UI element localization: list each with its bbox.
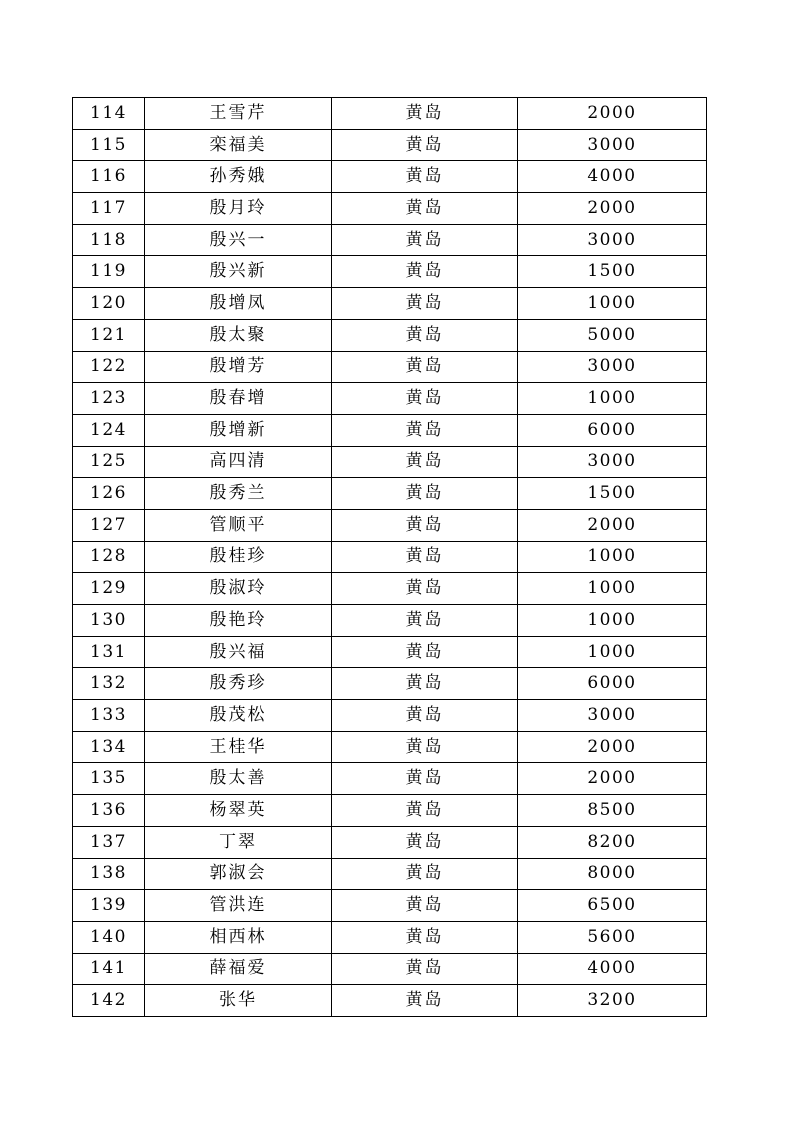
document-page bbox=[72, 97, 706, 1017]
table-row bbox=[73, 890, 707, 922]
amount-cell: 8200 bbox=[518, 826, 707, 858]
area-cell: 黄岛 bbox=[332, 414, 518, 446]
amount-cell: 8500 bbox=[518, 795, 707, 827]
table-row bbox=[73, 636, 707, 668]
area-cell: 黄岛 bbox=[332, 383, 518, 415]
name-cell: 栾福美 bbox=[145, 129, 332, 161]
name-cell: 殷兴新 bbox=[145, 256, 332, 288]
area-cell: 黄岛 bbox=[332, 858, 518, 890]
row-number-cell: 128 bbox=[73, 541, 145, 573]
table-row bbox=[73, 541, 707, 573]
name-cell: 相西林 bbox=[145, 921, 332, 953]
amount-cell: 1000 bbox=[518, 541, 707, 573]
amount-cell: 3000 bbox=[518, 351, 707, 383]
name-cell: 薛福爱 bbox=[145, 953, 332, 985]
area-cell: 黄岛 bbox=[332, 826, 518, 858]
name-cell: 殷增芳 bbox=[145, 351, 332, 383]
amount-cell: 2000 bbox=[518, 763, 707, 795]
table-row bbox=[73, 319, 707, 351]
area-cell: 黄岛 bbox=[332, 700, 518, 732]
amount-cell: 5600 bbox=[518, 921, 707, 953]
name-cell: 丁翠 bbox=[145, 826, 332, 858]
row-number-cell: 140 bbox=[73, 921, 145, 953]
table-row bbox=[73, 288, 707, 320]
row-number-cell: 137 bbox=[73, 826, 145, 858]
amount-cell: 2000 bbox=[518, 98, 707, 130]
name-cell: 殷秀珍 bbox=[145, 668, 332, 700]
table-row bbox=[73, 795, 707, 827]
name-cell: 殷太聚 bbox=[145, 319, 332, 351]
amount-cell: 2000 bbox=[518, 731, 707, 763]
table-row bbox=[73, 700, 707, 732]
table-row bbox=[73, 668, 707, 700]
name-cell: 殷兴一 bbox=[145, 224, 332, 256]
name-cell: 殷兴福 bbox=[145, 636, 332, 668]
name-cell: 高四清 bbox=[145, 446, 332, 478]
table-row bbox=[73, 763, 707, 795]
table-row bbox=[73, 858, 707, 890]
name-cell: 殷增新 bbox=[145, 414, 332, 446]
amount-cell: 3000 bbox=[518, 700, 707, 732]
amount-cell: 1500 bbox=[518, 478, 707, 510]
area-cell: 黄岛 bbox=[332, 351, 518, 383]
table-row bbox=[73, 224, 707, 256]
name-cell: 管顺平 bbox=[145, 509, 332, 541]
table-row bbox=[73, 605, 707, 637]
table-row bbox=[73, 351, 707, 383]
row-number-cell: 122 bbox=[73, 351, 145, 383]
name-cell: 杨翠英 bbox=[145, 795, 332, 827]
area-cell: 黄岛 bbox=[332, 478, 518, 510]
records-table bbox=[72, 97, 707, 1017]
row-number-cell: 135 bbox=[73, 763, 145, 795]
amount-cell: 6500 bbox=[518, 890, 707, 922]
area-cell: 黄岛 bbox=[332, 795, 518, 827]
area-cell: 黄岛 bbox=[332, 763, 518, 795]
area-cell: 黄岛 bbox=[332, 446, 518, 478]
table-row bbox=[73, 826, 707, 858]
row-number-cell: 125 bbox=[73, 446, 145, 478]
name-cell: 殷茂松 bbox=[145, 700, 332, 732]
amount-cell: 4000 bbox=[518, 953, 707, 985]
area-cell: 黄岛 bbox=[332, 288, 518, 320]
row-number-cell: 141 bbox=[73, 953, 145, 985]
area-cell: 黄岛 bbox=[332, 129, 518, 161]
records-table-body bbox=[73, 98, 707, 1017]
row-number-cell: 129 bbox=[73, 573, 145, 605]
area-cell: 黄岛 bbox=[332, 953, 518, 985]
name-cell: 殷秀兰 bbox=[145, 478, 332, 510]
area-cell: 黄岛 bbox=[332, 890, 518, 922]
table-row bbox=[73, 953, 707, 985]
area-cell: 黄岛 bbox=[332, 256, 518, 288]
amount-cell: 3000 bbox=[518, 224, 707, 256]
amount-cell: 8000 bbox=[518, 858, 707, 890]
name-cell: 殷春增 bbox=[145, 383, 332, 415]
amount-cell: 1000 bbox=[518, 636, 707, 668]
amount-cell: 4000 bbox=[518, 161, 707, 193]
name-cell: 殷艳玲 bbox=[145, 605, 332, 637]
area-cell: 黄岛 bbox=[332, 319, 518, 351]
row-number-cell: 119 bbox=[73, 256, 145, 288]
name-cell: 郭淑会 bbox=[145, 858, 332, 890]
table-row bbox=[73, 161, 707, 193]
table-row bbox=[73, 256, 707, 288]
area-cell: 黄岛 bbox=[332, 541, 518, 573]
name-cell: 王桂华 bbox=[145, 731, 332, 763]
row-number-cell: 114 bbox=[73, 98, 145, 130]
area-cell: 黄岛 bbox=[332, 193, 518, 225]
area-cell: 黄岛 bbox=[332, 985, 518, 1017]
row-number-cell: 126 bbox=[73, 478, 145, 510]
row-number-cell: 134 bbox=[73, 731, 145, 763]
name-cell: 殷月玲 bbox=[145, 193, 332, 225]
amount-cell: 2000 bbox=[518, 509, 707, 541]
area-cell: 黄岛 bbox=[332, 605, 518, 637]
table-row bbox=[73, 478, 707, 510]
row-number-cell: 130 bbox=[73, 605, 145, 637]
amount-cell: 2000 bbox=[518, 193, 707, 225]
area-cell: 黄岛 bbox=[332, 224, 518, 256]
row-number-cell: 142 bbox=[73, 985, 145, 1017]
area-cell: 黄岛 bbox=[332, 636, 518, 668]
table-row bbox=[73, 383, 707, 415]
area-cell: 黄岛 bbox=[332, 731, 518, 763]
amount-cell: 1000 bbox=[518, 605, 707, 637]
name-cell: 殷淑玲 bbox=[145, 573, 332, 605]
table-row bbox=[73, 509, 707, 541]
name-cell: 殷增凤 bbox=[145, 288, 332, 320]
row-number-cell: 127 bbox=[73, 509, 145, 541]
area-cell: 黄岛 bbox=[332, 161, 518, 193]
name-cell: 孙秀娥 bbox=[145, 161, 332, 193]
table-row bbox=[73, 129, 707, 161]
name-cell: 殷桂珍 bbox=[145, 541, 332, 573]
table-row bbox=[73, 573, 707, 605]
amount-cell: 1000 bbox=[518, 288, 707, 320]
table-row bbox=[73, 446, 707, 478]
area-cell: 黄岛 bbox=[332, 921, 518, 953]
row-number-cell: 132 bbox=[73, 668, 145, 700]
amount-cell: 3000 bbox=[518, 129, 707, 161]
amount-cell: 3200 bbox=[518, 985, 707, 1017]
table-row bbox=[73, 731, 707, 763]
name-cell: 王雪芹 bbox=[145, 98, 332, 130]
name-cell: 张华 bbox=[145, 985, 332, 1017]
row-number-cell: 139 bbox=[73, 890, 145, 922]
row-number-cell: 133 bbox=[73, 700, 145, 732]
row-number-cell: 120 bbox=[73, 288, 145, 320]
table-row bbox=[73, 193, 707, 225]
table-row bbox=[73, 985, 707, 1017]
area-cell: 黄岛 bbox=[332, 573, 518, 605]
area-cell: 黄岛 bbox=[332, 668, 518, 700]
table-row bbox=[73, 414, 707, 446]
amount-cell: 3000 bbox=[518, 446, 707, 478]
row-number-cell: 117 bbox=[73, 193, 145, 225]
amount-cell: 1000 bbox=[518, 573, 707, 605]
table-row bbox=[73, 921, 707, 953]
row-number-cell: 136 bbox=[73, 795, 145, 827]
row-number-cell: 124 bbox=[73, 414, 145, 446]
row-number-cell: 115 bbox=[73, 129, 145, 161]
row-number-cell: 121 bbox=[73, 319, 145, 351]
name-cell: 殷太善 bbox=[145, 763, 332, 795]
area-cell: 黄岛 bbox=[332, 98, 518, 130]
row-number-cell: 138 bbox=[73, 858, 145, 890]
amount-cell: 5000 bbox=[518, 319, 707, 351]
amount-cell: 6000 bbox=[518, 414, 707, 446]
name-cell: 管洪连 bbox=[145, 890, 332, 922]
amount-cell: 6000 bbox=[518, 668, 707, 700]
area-cell: 黄岛 bbox=[332, 509, 518, 541]
row-number-cell: 123 bbox=[73, 383, 145, 415]
table-row bbox=[73, 98, 707, 130]
row-number-cell: 131 bbox=[73, 636, 145, 668]
amount-cell: 1500 bbox=[518, 256, 707, 288]
row-number-cell: 116 bbox=[73, 161, 145, 193]
row-number-cell: 118 bbox=[73, 224, 145, 256]
amount-cell: 1000 bbox=[518, 383, 707, 415]
